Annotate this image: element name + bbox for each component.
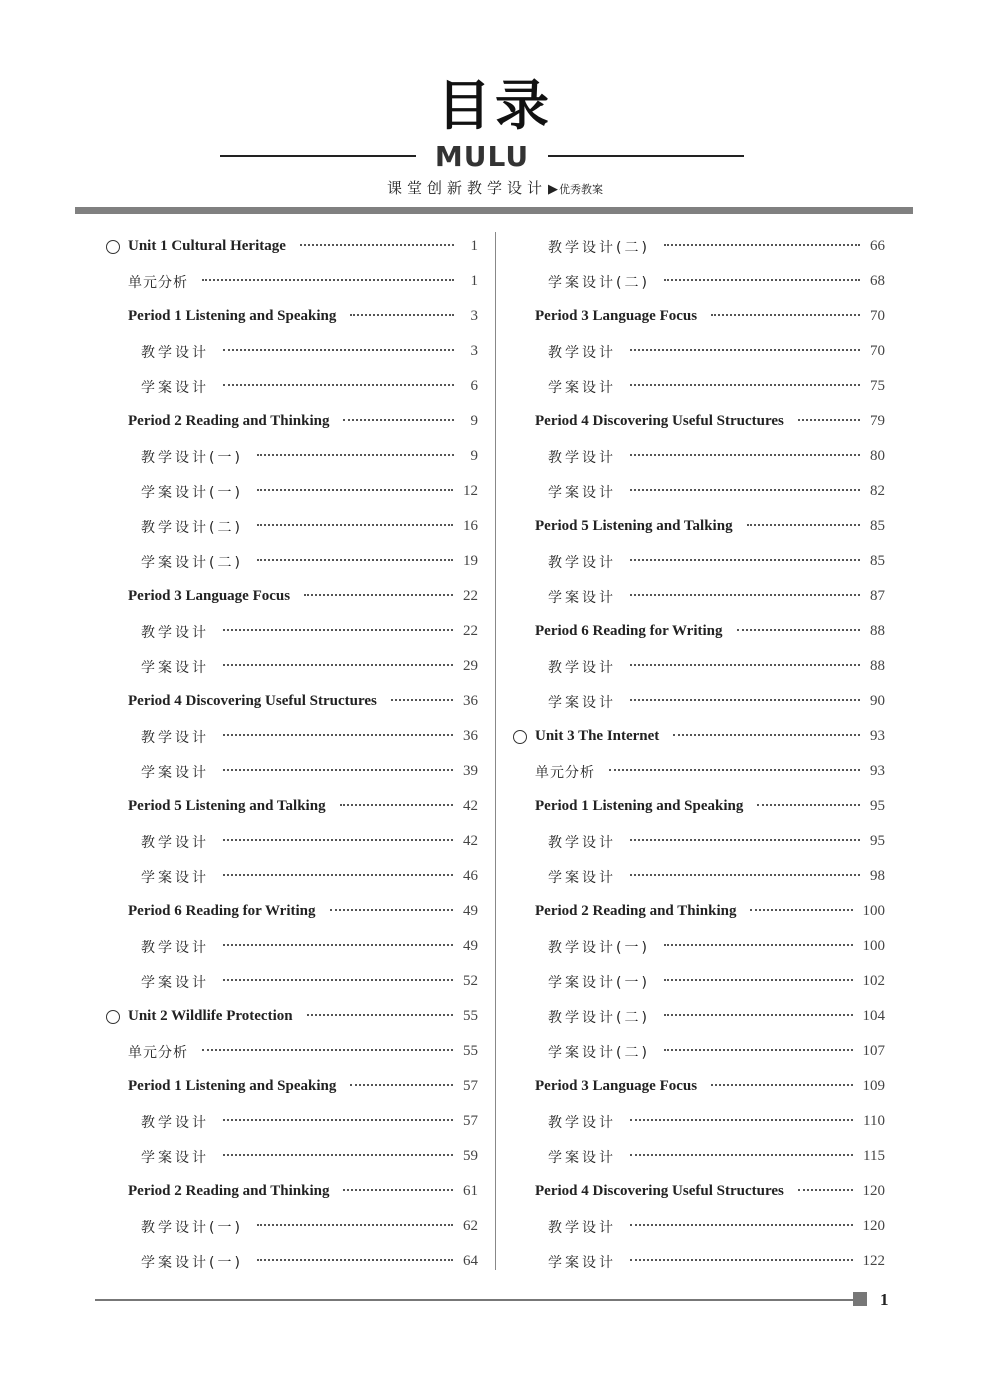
dot-leader <box>630 454 860 456</box>
footer-rule <box>95 1299 853 1301</box>
toc-entry-page: 3 <box>470 343 478 359</box>
toc-entry-label: 教学设计 <box>548 834 616 851</box>
toc-entry-page: 79 <box>870 413 885 429</box>
toc-entry-page: 88 <box>870 623 885 639</box>
toc-entry-sub[interactable] <box>513 544 885 579</box>
toc-entry-page: 115 <box>863 1148 885 1164</box>
dot-leader <box>630 384 860 386</box>
toc-entry-label: 教学设计 <box>548 554 616 571</box>
toc-entry-label: Unit 2 Wildlife Protection <box>128 1008 293 1024</box>
toc-entry-sub[interactable] <box>106 824 478 859</box>
dot-leader <box>750 909 852 911</box>
toc-entry-page: 110 <box>863 1113 885 1129</box>
toc-entry-label: 学案设计(一) <box>141 484 243 501</box>
toc-entry-period[interactable] <box>513 404 885 439</box>
toc-entry-label: 教学设计 <box>548 344 616 361</box>
toc-entry-period[interactable] <box>106 1174 478 1209</box>
toc-entry-page: 85 <box>870 553 885 569</box>
toc-entry-label: 学案设计 <box>548 869 616 886</box>
toc-entry-label: 教学设计(二) <box>548 239 650 256</box>
dot-leader <box>307 1014 453 1016</box>
toc-entry-sub[interactable] <box>513 579 885 614</box>
book-subtitle <box>0 178 990 200</box>
dot-leader <box>202 279 454 281</box>
toc-entry-page: 49 <box>463 938 478 954</box>
toc-entry-page: 64 <box>463 1253 478 1269</box>
dot-leader <box>630 1119 853 1121</box>
title-rule-left <box>220 155 416 157</box>
toc-entry-sub[interactable] <box>106 1244 478 1279</box>
toc-entry-sub[interactable] <box>513 229 885 264</box>
toc-entry-label: 教学设计 <box>141 624 209 641</box>
toc-entry-label: 学案设计(二) <box>141 554 243 571</box>
dot-leader <box>630 1154 853 1156</box>
toc-entry-label: 教学设计 <box>548 1219 616 1236</box>
dot-leader <box>223 839 453 841</box>
dot-leader <box>630 1224 853 1226</box>
dot-leader <box>223 629 453 631</box>
toc-entry-page: 90 <box>870 693 885 709</box>
toc-entry-unit[interactable] <box>106 229 478 264</box>
footer-square-marker <box>853 1292 867 1306</box>
toc-entry-page: 88 <box>870 658 885 674</box>
dot-leader <box>630 489 860 491</box>
toc-entry-page: 82 <box>870 483 885 499</box>
toc-entry-label: 学案设计 <box>548 589 616 606</box>
toc-entry-label: 单元分析 <box>128 1044 188 1061</box>
toc-entry-period[interactable] <box>106 684 478 719</box>
toc-entry-page: 62 <box>463 1218 478 1234</box>
toc-entry-label: 学案设计 <box>141 379 209 396</box>
toc-entry-sub[interactable] <box>513 474 885 509</box>
toc-entry-page: 6 <box>470 378 478 394</box>
toc-entry-page: 102 <box>862 973 885 989</box>
toc-entry-label: Period 1 Listening and Speaking <box>128 1078 337 1094</box>
dot-leader <box>664 279 860 281</box>
dot-leader <box>350 314 454 316</box>
dot-leader <box>630 1259 853 1261</box>
dot-leader <box>664 1014 853 1016</box>
dot-leader <box>257 559 453 561</box>
toc-entry-page: 59 <box>463 1148 478 1164</box>
toc-entry-page: 55 <box>463 1043 478 1059</box>
circle-icon <box>513 730 527 744</box>
dot-leader <box>664 244 860 246</box>
toc-entry-label: Period 1 Listening and Speaking <box>535 798 744 814</box>
toc-entry-label: Unit 3 The Internet <box>535 728 660 744</box>
title-en-row <box>220 140 744 174</box>
toc-entry-period[interactable] <box>106 299 478 334</box>
toc-entry-label: Period 2 Reading and Thinking <box>535 903 737 919</box>
toc-entry-label: 教学设计 <box>141 344 209 361</box>
toc-entry-page: 100 <box>862 938 885 954</box>
dot-leader <box>664 979 853 981</box>
toc-entry-period[interactable] <box>106 579 478 614</box>
toc-entry-sub[interactable] <box>513 1104 885 1139</box>
toc-entry-page: 16 <box>463 518 478 534</box>
toc-entry-label: 学案设计 <box>141 764 209 781</box>
toc-entry-label: 学案设计 <box>141 869 209 886</box>
toc-entry-label: 单元分析 <box>128 274 188 291</box>
toc-entry-sub[interactable] <box>513 964 885 999</box>
title-rule-right <box>548 155 744 157</box>
toc-entry-label: 学案设计 <box>141 1149 209 1166</box>
toc-entry-sub[interactable] <box>513 264 885 299</box>
dot-leader <box>343 1189 453 1191</box>
toc-entry-label: 教学设计 <box>141 834 209 851</box>
toc-entry-page: 104 <box>862 1008 885 1024</box>
toc-entry-page: 52 <box>463 973 478 989</box>
toc-entry-label: 学案设计 <box>548 1254 616 1271</box>
toc-entry-label: 教学设计 <box>548 449 616 466</box>
toc-entry-label: Period 3 Language Focus <box>535 308 698 324</box>
dot-leader <box>330 909 454 911</box>
toc-entry-label: Period 2 Reading and Thinking <box>128 1183 330 1199</box>
dot-leader <box>257 1259 453 1261</box>
toc-entry-label: 教学设计 <box>548 1114 616 1131</box>
toc-entry-label: Period 3 Language Focus <box>128 588 291 604</box>
toc-entry-page: 109 <box>862 1078 885 1094</box>
toc-entry-label: 学案设计(一) <box>548 974 650 991</box>
dot-leader <box>223 769 453 771</box>
toc-entry-sub[interactable] <box>106 1139 478 1174</box>
toc-entry-page: 42 <box>463 798 478 814</box>
toc-entry-label: Period 1 Listening and Speaking <box>128 308 337 324</box>
dot-leader <box>737 629 861 631</box>
toc-entry-page: 95 <box>870 798 885 814</box>
toc-entry-period[interactable] <box>513 1069 885 1104</box>
dot-leader <box>630 664 860 666</box>
toc-entry-page: 93 <box>870 763 885 779</box>
toc-entry-page: 9 <box>470 448 478 464</box>
toc-entry-label: 教学设计(一) <box>548 939 650 956</box>
toc-entry-unit[interactable] <box>106 999 478 1034</box>
toc-entry-label: 学案设计(二) <box>548 274 650 291</box>
dot-leader <box>747 524 860 526</box>
toc-left-column <box>106 229 478 1279</box>
toc-entry-page: 100 <box>862 903 885 919</box>
header-divider-bar <box>75 207 913 214</box>
toc-entry-label: 教学设计(一) <box>141 449 243 466</box>
dot-leader <box>798 419 860 421</box>
dot-leader <box>664 944 853 946</box>
toc-entry-unit[interactable] <box>513 719 885 754</box>
toc-entry-sub[interactable] <box>106 439 478 474</box>
toc-entry-page: 80 <box>870 448 885 464</box>
toc-entry-page: 1 <box>470 238 478 254</box>
toc-entry-sub[interactable] <box>106 614 478 649</box>
dot-leader <box>223 944 453 946</box>
circle-icon <box>106 240 120 254</box>
page-header <box>0 0 990 216</box>
toc-entry-page: 57 <box>463 1078 478 1094</box>
toc-entry-label: 学案设计(二) <box>548 1044 650 1061</box>
triangle-right-icon: ▶ <box>548 181 558 196</box>
toc-entry-sub[interactable] <box>513 824 885 859</box>
toc-entry-page: 3 <box>470 308 478 324</box>
dot-leader <box>257 454 454 456</box>
toc-entry-sub[interactable] <box>513 1034 885 1069</box>
dot-leader <box>223 384 454 386</box>
toc-entry-label: 学案设计 <box>548 1149 616 1166</box>
toc-entry-sub[interactable] <box>106 964 478 999</box>
toc-entry-label: Period 4 Discovering Useful Structures <box>535 413 784 429</box>
dot-leader <box>350 1084 453 1086</box>
toc-entry-page: 57 <box>463 1113 478 1129</box>
toc-entry-page: 46 <box>463 868 478 884</box>
toc-entry-label: 教学设计 <box>548 659 616 676</box>
toc-entry-period[interactable] <box>106 894 478 929</box>
toc-entry-page: 66 <box>870 238 885 254</box>
dot-leader <box>391 699 453 701</box>
toc-entry-page: 122 <box>862 1253 885 1269</box>
circle-icon <box>106 1010 120 1024</box>
toc-entry-sub[interactable] <box>106 1209 478 1244</box>
toc-entry-page: 120 <box>862 1183 885 1199</box>
toc-entry-page: 42 <box>463 833 478 849</box>
dot-leader <box>673 734 860 736</box>
dot-leader <box>630 594 860 596</box>
dot-leader <box>223 1154 453 1156</box>
toc-entry-label: 学案设计 <box>548 379 616 396</box>
dot-leader <box>202 1049 453 1051</box>
toc-entry-page: 120 <box>862 1218 885 1234</box>
toc-entry-label: 教学设计(二) <box>141 519 243 536</box>
toc-entry-sub[interactable] <box>513 684 885 719</box>
toc-entry-label: 学案设计 <box>141 974 209 991</box>
toc-entry-page: 68 <box>870 273 885 289</box>
dot-leader <box>223 734 453 736</box>
column-divider <box>495 232 496 1270</box>
toc-entry-label: 教学设计 <box>141 1114 209 1131</box>
toc-entry-page: 95 <box>870 833 885 849</box>
toc-entry-sub[interactable] <box>106 859 478 894</box>
toc-entry-label: 教学设计 <box>141 939 209 956</box>
dot-leader <box>223 1119 453 1121</box>
toc-entry-sub[interactable] <box>106 929 478 964</box>
toc-entry-label: Period 6 Reading for Writing <box>128 903 316 919</box>
toc-entry-sub[interactable] <box>106 649 478 684</box>
toc-entry-page: 70 <box>870 308 885 324</box>
toc-entry-label: Period 2 Reading and Thinking <box>128 413 330 429</box>
toc-entry-period[interactable] <box>513 509 885 544</box>
toc-entry-page: 85 <box>870 518 885 534</box>
dot-leader <box>300 244 454 246</box>
toc-entry-label: Period 3 Language Focus <box>535 1078 698 1094</box>
toc-entry-page: 107 <box>862 1043 885 1059</box>
toc-entry-sub[interactable] <box>106 474 478 509</box>
toc-entry-sub[interactable] <box>513 1139 885 1174</box>
toc-entry-sub[interactable] <box>106 334 478 369</box>
toc-entry-label: Unit 1 Cultural Heritage <box>128 238 286 254</box>
toc-entry-page: 70 <box>870 343 885 359</box>
toc-entry-page: 9 <box>470 413 478 429</box>
toc-entry-sub[interactable] <box>513 1209 885 1244</box>
toc-entry-page: 12 <box>463 483 478 499</box>
toc-entry-label: Period 4 Discovering Useful Structures <box>535 1183 784 1199</box>
toc-entry-period[interactable] <box>513 614 885 649</box>
dot-leader <box>223 664 453 666</box>
toc-entry-page: 36 <box>463 728 478 744</box>
toc-entry-label: 教学设计(二) <box>548 1009 650 1026</box>
toc-entry-label: 学案设计 <box>548 694 616 711</box>
toc-entry-sub[interactable] <box>513 929 885 964</box>
toc-entry-sub[interactable] <box>106 544 478 579</box>
toc-entry-sub[interactable] <box>513 369 885 404</box>
toc-entry-page: 55 <box>463 1008 478 1024</box>
toc-entry-label: Period 5 Listening and Talking <box>535 518 733 534</box>
toc-entry-section[interactable] <box>513 754 885 789</box>
toc-entry-sub[interactable] <box>513 859 885 894</box>
toc-entry-period[interactable] <box>513 789 885 824</box>
toc-entry-page: 22 <box>463 588 478 604</box>
dot-leader <box>630 874 860 876</box>
toc-entry-page: 75 <box>870 378 885 394</box>
toc-entry-label: Period 4 Discovering Useful Structures <box>128 693 377 709</box>
dot-leader <box>257 489 453 491</box>
toc-entry-sub[interactable] <box>106 1104 478 1139</box>
toc-entry-page: 98 <box>870 868 885 884</box>
dot-leader <box>223 349 454 351</box>
toc-entry-section[interactable] <box>106 1034 478 1069</box>
toc-entry-label: 学案设计 <box>141 659 209 676</box>
dot-leader <box>257 1224 453 1226</box>
toc-entry-page: 1 <box>470 273 478 289</box>
toc-entry-period[interactable] <box>106 789 478 824</box>
dot-leader <box>340 804 453 806</box>
toc-entry-page: 29 <box>463 658 478 674</box>
toc-entry-label: 单元分析 <box>535 764 595 781</box>
dot-leader <box>257 524 453 526</box>
dot-leader <box>630 699 860 701</box>
dot-leader <box>223 979 453 981</box>
footer-page-number: 1 <box>880 1290 889 1309</box>
toc-entry-sub[interactable] <box>106 369 478 404</box>
dot-leader <box>343 419 454 421</box>
dot-leader <box>757 804 860 806</box>
toc-entry-sub[interactable] <box>513 649 885 684</box>
toc-entry-page: 87 <box>870 588 885 604</box>
toc-entry-label: Period 5 Listening and Talking <box>128 798 326 814</box>
toc-entry-page: 22 <box>463 623 478 639</box>
toc-entry-sub[interactable] <box>513 999 885 1034</box>
toc-entry-label: 教学设计 <box>141 729 209 746</box>
page-title: 目录 <box>437 73 553 137</box>
dot-leader <box>609 769 860 771</box>
toc-entry-label: 学案设计 <box>548 484 616 501</box>
toc-entry-period[interactable] <box>513 1174 885 1209</box>
toc-entry-sub[interactable] <box>106 509 478 544</box>
dot-leader <box>711 1084 852 1086</box>
toc-entry-sub[interactable] <box>513 334 885 369</box>
toc-entry-page: 19 <box>463 553 478 569</box>
toc-entry-sub[interactable] <box>106 754 478 789</box>
toc-entry-page: 36 <box>463 693 478 709</box>
dot-leader <box>304 594 453 596</box>
toc-entry-section[interactable] <box>106 264 478 299</box>
dot-leader <box>630 349 860 351</box>
toc-entry-label: Period 6 Reading for Writing <box>535 623 723 639</box>
toc-entry-label: 学案设计(一) <box>141 1254 243 1271</box>
toc-entry-label: 教学设计(一) <box>141 1219 243 1236</box>
toc-entry-sub[interactable] <box>106 719 478 754</box>
toc-entry-period[interactable] <box>513 299 885 334</box>
toc-entry-period[interactable] <box>106 404 478 439</box>
book-name: 课堂创新教学设计 <box>386 179 547 197</box>
dot-leader <box>223 874 453 876</box>
dot-leader <box>630 559 860 561</box>
dot-leader <box>630 839 860 841</box>
book-series: 优秀教案 <box>559 183 603 196</box>
toc-entry-page: 39 <box>463 763 478 779</box>
toc-entry-page: 49 <box>463 903 478 919</box>
toc-entry-period[interactable] <box>106 1069 478 1104</box>
dot-leader <box>711 314 860 316</box>
toc-entry-sub[interactable] <box>513 439 885 474</box>
toc-entry-page: 93 <box>870 728 885 744</box>
dot-leader <box>664 1049 853 1051</box>
toc-right-column <box>513 229 885 1279</box>
toc-entry-period[interactable] <box>513 894 885 929</box>
title-en: MULU <box>434 140 530 173</box>
dot-leader <box>798 1189 853 1191</box>
toc-entry-page: 61 <box>463 1183 478 1199</box>
toc-entry-sub[interactable] <box>513 1244 885 1279</box>
